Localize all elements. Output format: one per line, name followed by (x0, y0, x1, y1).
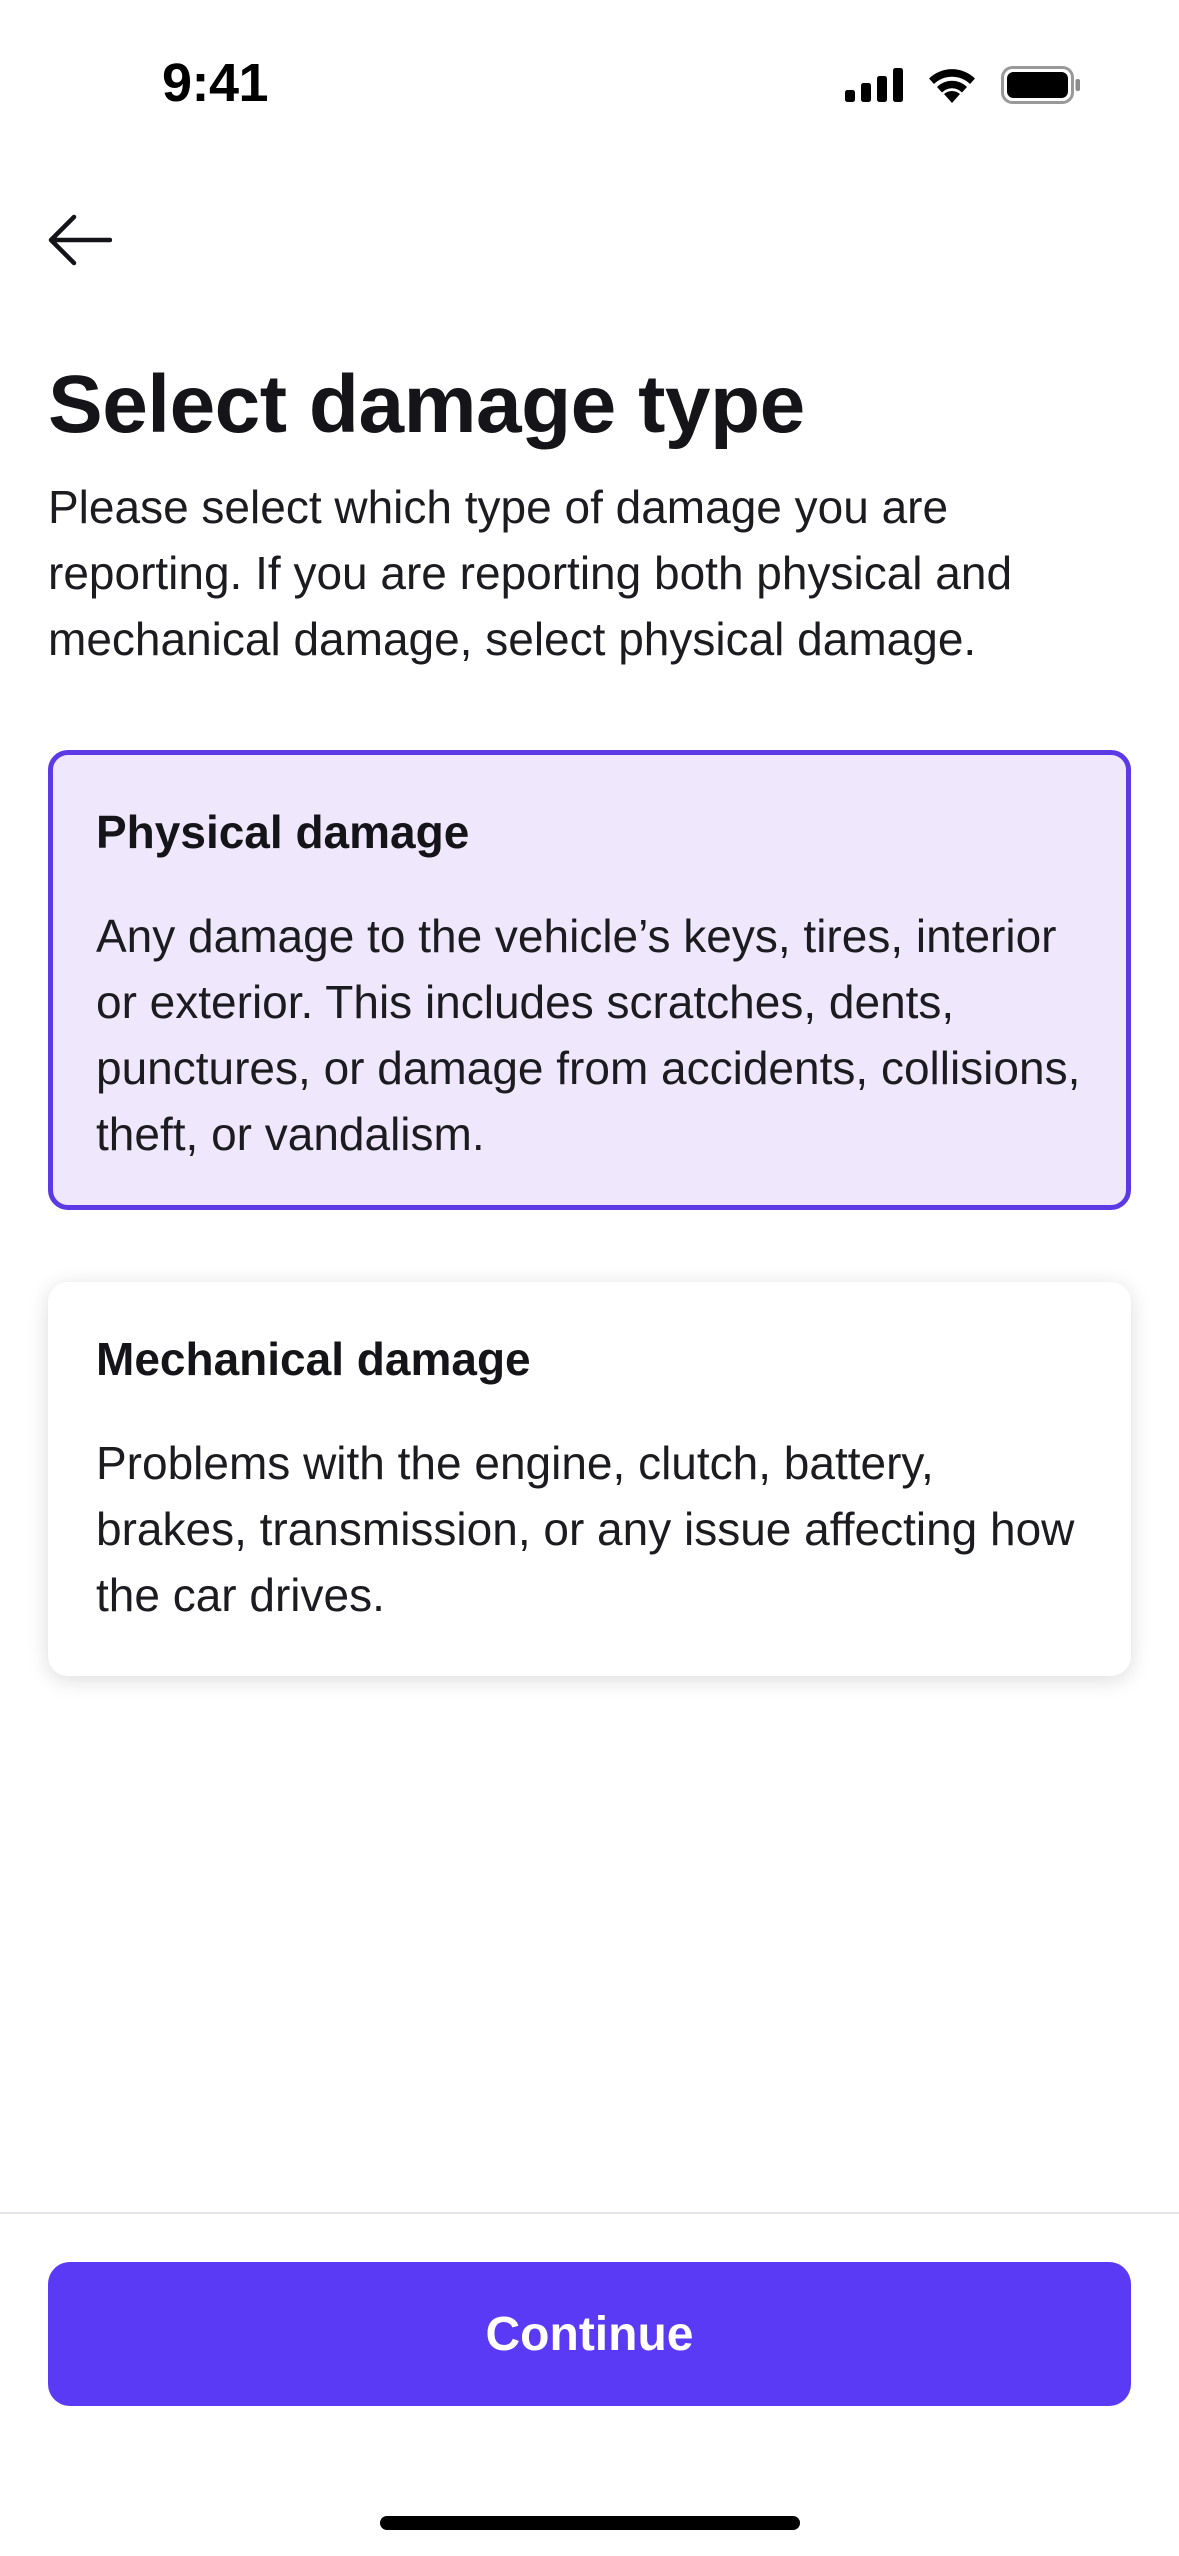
arrow-left-icon (48, 214, 112, 271)
option-card-physical-damage[interactable] (48, 750, 1131, 1210)
footer-divider (0, 2212, 1179, 2214)
battery-icon (1001, 66, 1081, 109)
page-subtitle: Please select which type of damage you are reporting. If you are reporting both physical and mechanical damage, select physical damage. (48, 481, 1013, 665)
page-title: Select damage type (48, 359, 805, 450)
home-indicator (380, 2516, 800, 2530)
status-time: 9:41 (162, 53, 269, 113)
option-title: Physical damage (96, 806, 470, 858)
option-description: Problems with the engine, clutch, battery, brakes, transmission, or any issue affecting how the car drives. (96, 1437, 1075, 1621)
wifi-icon (927, 67, 977, 108)
cellular-signal-icon (845, 68, 903, 107)
back-button[interactable] (44, 206, 116, 278)
option-title: Mechanical damage (96, 1333, 531, 1385)
status-bar (0, 0, 1179, 160)
status-icons (845, 66, 1081, 109)
option-card-mechanical-damage[interactable] (48, 1282, 1131, 1676)
option-description: Any damage to the vehicle’s keys, tires, interior or exterior. This includes scratches, dents, punctures, or damage from accidents, collisions, theft, or vandalism. (96, 910, 1081, 1160)
continue-button[interactable]: Continue (48, 2262, 1131, 2406)
